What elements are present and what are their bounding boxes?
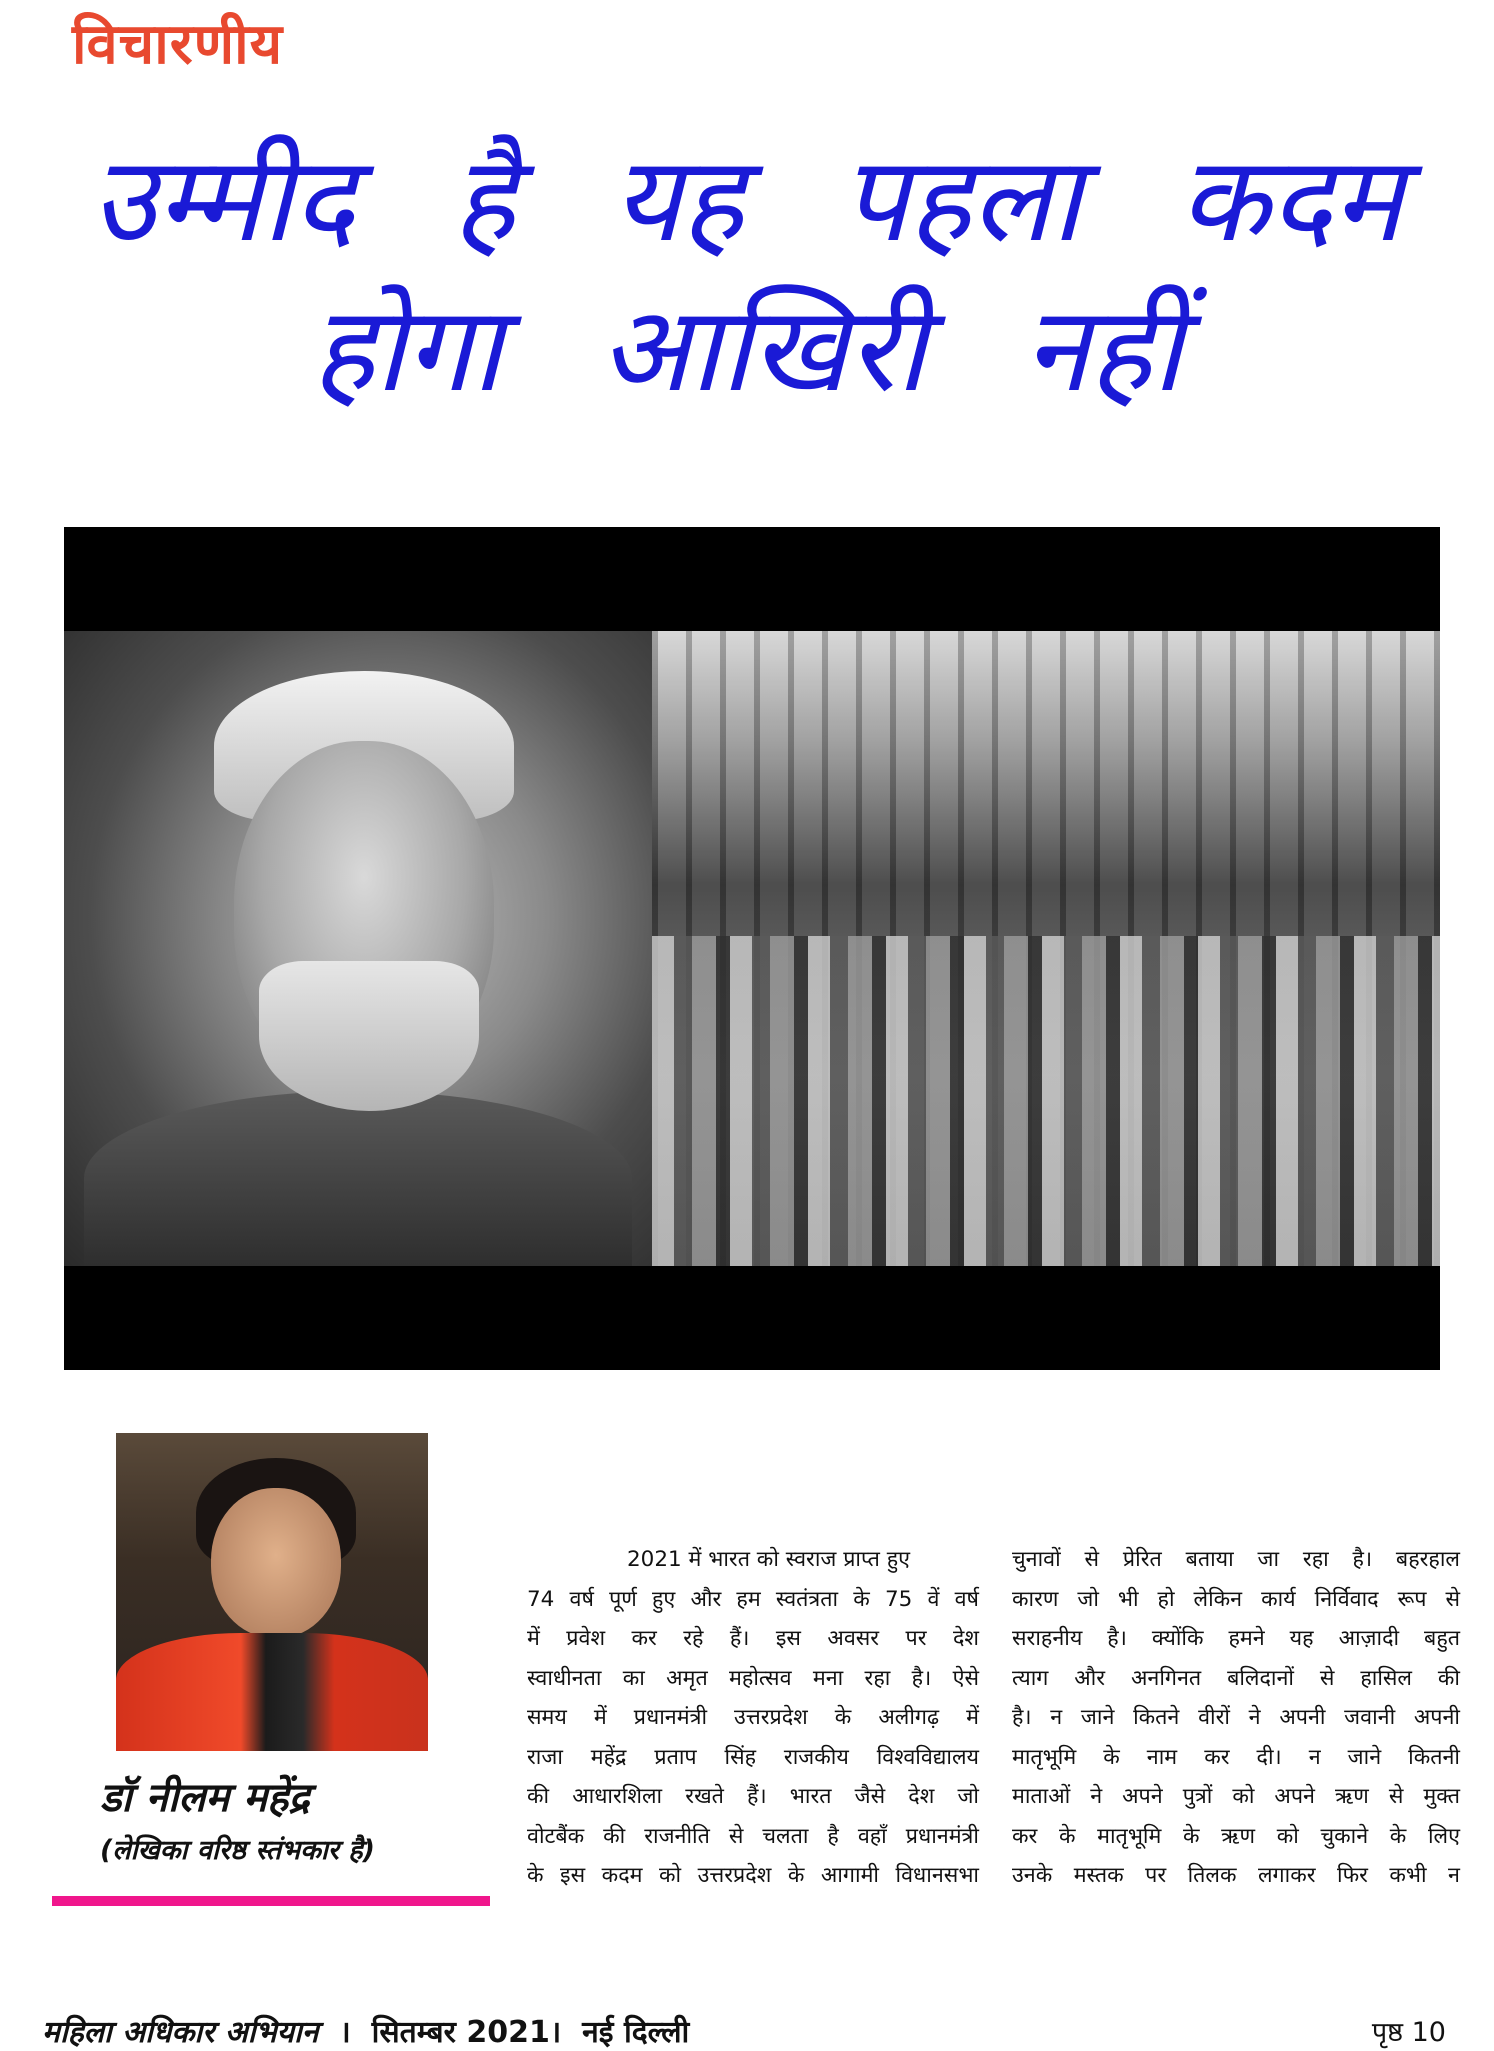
footer-publication: महिला अधिकार अभियान	[42, 2015, 319, 2050]
article-line: त्याग और अनगिनत बलिदानों से हासिल की	[1012, 1665, 1460, 1691]
divider-rule	[52, 1896, 490, 1906]
article-line: कारण जो भी हो लेकिन कार्य निर्विवाद रूप से	[1012, 1586, 1460, 1612]
footer-city: नई दिल्ली	[582, 2015, 690, 2050]
article-line: माताओं ने अपने पुत्रों को अपने ऋण से मुक्त	[1012, 1784, 1460, 1809]
portrait-shoulders	[84, 1091, 632, 1266]
article-column-1	[527, 1540, 979, 1896]
marching-women-photo	[652, 631, 1440, 1266]
author-role: (लेखिका वरिष्ठ स्तंभकार है)	[100, 1835, 375, 1866]
portrait-elderly-man-photo	[64, 631, 652, 1266]
author-photo-face	[211, 1488, 341, 1638]
article-line: है। न जाने कितने वीरों ने अपनी जवानी अपनी	[1012, 1705, 1460, 1730]
article-line: 2021 में भारत को स्वराज प्राप्त हुए	[627, 1547, 911, 1572]
article-line: में प्रवेश कर रहे हैं। इस अवसर पर देश	[527, 1626, 979, 1651]
marchers-rows	[652, 936, 1440, 1266]
article-line: स्वाधीनता का अमृत महोत्सव मना रहा है। ऐसे	[527, 1665, 979, 1691]
author-photo-dupatta	[116, 1633, 428, 1751]
article-line: कर के मातृभूमि के ऋण को चुकाने के लिए	[1012, 1823, 1460, 1849]
article-line: राजा महेंद्र प्रताप सिंह राजकीय विश्वविद्यालय	[527, 1744, 979, 1770]
article-line: वोटबैंक की राजनीति से चलता है वहाँ प्रधानमंत्री	[527, 1823, 979, 1849]
article-line: मातृभूमि के नाम कर दी। न जाने कितनी	[1012, 1744, 1460, 1770]
article-line: के इस कदम को उत्तरप्रदेश के आगामी विधानसभा	[527, 1863, 979, 1888]
article-line: की आधारशिला रखते हैं। भारत जैसे देश जो	[527, 1784, 979, 1809]
portrait-beard	[259, 961, 479, 1111]
article-line: समय में प्रधानमंत्री उत्तरप्रदेश के अलीगढ़ में	[527, 1705, 979, 1730]
footer-separator: ।	[339, 2015, 351, 2050]
article-line: 74 वर्ष पूर्ण हुए और हम स्वतंत्रता के 75 वें वर्ष	[527, 1586, 979, 1612]
author-name: डॉ नीलम महेंद्र	[100, 1775, 310, 1821]
article-column-2	[1012, 1540, 1460, 1896]
page-number: पृष्ठ 10	[1371, 2017, 1446, 2048]
footer-separator: ।	[549, 2015, 562, 2050]
footer-publication-line	[42, 2010, 689, 2051]
hero-image	[64, 527, 1440, 1370]
headline-line-1: उम्मीद है यह पहला कदम	[91, 130, 1403, 268]
article-line: सराहनीय है। क्योंकि हमने यह आज़ादी बहुत	[1012, 1626, 1460, 1651]
footer-issue: सितम्बर 2021	[371, 2015, 550, 2050]
headline-line-2: होगा आखिरी नहीं	[311, 280, 1183, 418]
article-line: चुनावों से प्रेरित बताया जा रहा है। बहरहाल	[1012, 1547, 1460, 1572]
section-tag: विचारणीय	[72, 12, 284, 77]
author-photo	[116, 1433, 428, 1751]
article-line: उनके मस्तक पर तिलक लगाकर फिर कभी न	[1012, 1863, 1460, 1888]
